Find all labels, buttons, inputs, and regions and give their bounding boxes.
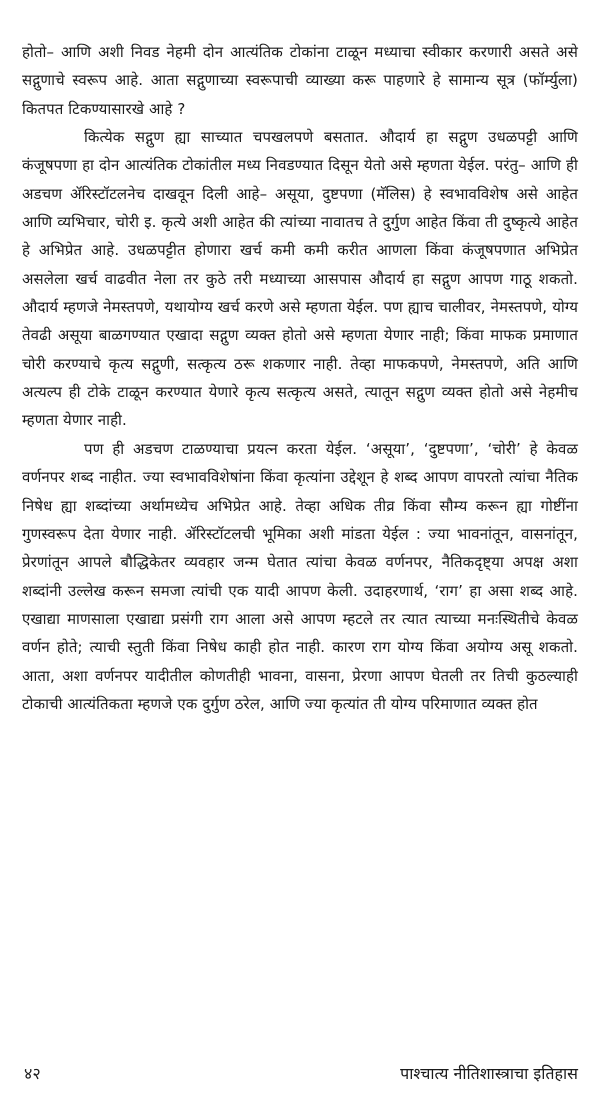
running-title: पाश्चात्य नीतिशास्त्राचा इतिहास [400, 1064, 578, 1083]
page-footer [24, 1062, 582, 1084]
page-number: ४२ [24, 1064, 41, 1083]
page-body [22, 38, 578, 718]
paragraph: कित्येक सद्गुण ह्या साच्यात चपखलपणे बसतात. औदार्य हा सद्गुण उधळपट्टी आणि कंजूषपणा हा दोन आत्यंतिक टोकांतील मध्य निवडण्यात दिसून येतो असे म्हणता येईल. परंतु– आणि ही अडचण ॲरिस्टॉटलनेच दाखवून दिली आहे– असूया, दुष्टपणा (मॅलिस) हे स्वभावविशेष असे आहेत आणि व्यभिचार, चोरी इ. कृत्ये अशी आहेत की त्यांच्या नावातच ते दुर्गुण आहेत किंवा ती दुष्कृत्ये आहेत हे अभिप्रेत आहे. उधळपट्टीत होणारा खर्च कमी कमी करीत आणला किंवा कंजूषपणात अभिप्रेत असलेला खर्च वाढवीत नेला तर कुठे तरी मध्याच्या आसपास औदार्य हा सद्गुण आपण गाठू शकतो. औदार्य म्हणजे नेमस्तपणे, यथायोग्य खर्च करणे असे म्हणता येईल. पण ह्याच चालीवर, नेमस्तपणे, योग्य तेवढी असूया बाळगण्यात एखादा सद्गुण व्यक्त होतो असे म्हणता येणार नाही; किंवा माफक प्रमाणात चोरी करण्याचे कृत्य सद्गुणी, सत्कृत्य ठरू शकणार नाही. तेव्हा माफकपणे, नेमस्तपणे, अति आणि अत्यल्प ही टोके टाळून करण्यात येणारे कृत्य सत्कृत्य असते, त्यातून सद्गुण व्यक्त होतो असे नेहमीच म्हणता येणार नाही. [22, 128, 578, 430]
paragraph-continued: होतो– आणि अशी निवड नेहमी दोन आत्यंतिक टोकांना टाळून मध्याचा स्वीकार करणारी असते असे सद्गुणाचे स्वरूप आहे. आता सद्गुणाच्या स्वरूपाची व्याख्या करू पाहणारे हे सामान्य सूत्र (फॉर्म्युला) कितपत टिकण्यासारखे आहे ? [22, 43, 578, 118]
paragraph: पण ही अडचण टाळण्याचा प्रयत्न करता येईल. ‘असूया’, ‘दुष्टपणा’, ‘चोरी’ हे केवळ वर्णनपर शब्द नाहीत. ज्या स्वभावविशेषांना किंवा कृत्यांना उद्देशून हे शब्द आपण वापरतो त्यांचा नैतिक निषेध ह्या शब्दांच्या अर्थामध्येच अभिप्रेत आहे. तेव्हा अधिक तीव्र किंवा सौम्य करून ह्या गोष्टींना गुणस्वरूप देता येणार नाही. ॲरिस्टॉटलची भूमिका अशी मांडता येईल : ज्या भावनांतून, वासनांतून, प्रेरणांतून आपले बौद्धिकेतर व्यवहार जन्म घेतात त्यांचा केवळ वर्णनपर, नैतिकदृष्ट्या अपक्ष अशा शब्दांनी उल्लेख करून समजा त्यांची एक यादी आपण केली. उदाहरणार्थ, ‘राग’ हा असा शब्द आहे. एखाद्या माणसाला एखाद्या प्रसंगी राग आला असे आपण म्हटले तर त्यात त्याच्या मनःस्थितीचे केवळ वर्णन होते; त्याची स्तुती किंवा निषेध काही होत नाही. कारण राग योग्य किंवा अयोग्य असू शकतो. आता, अशा वर्णनपर यादीतील कोणतीही भावना, वासना, प्रेरणा आपण घेतली तर तिची कुठल्याही टोकाची आत्यंतिकता म्हणजे एक दुर्गुण ठरेल, आणि ज्या कृत्यांत ती योग्य परिमाणात व्यक्त होत [22, 439, 578, 713]
